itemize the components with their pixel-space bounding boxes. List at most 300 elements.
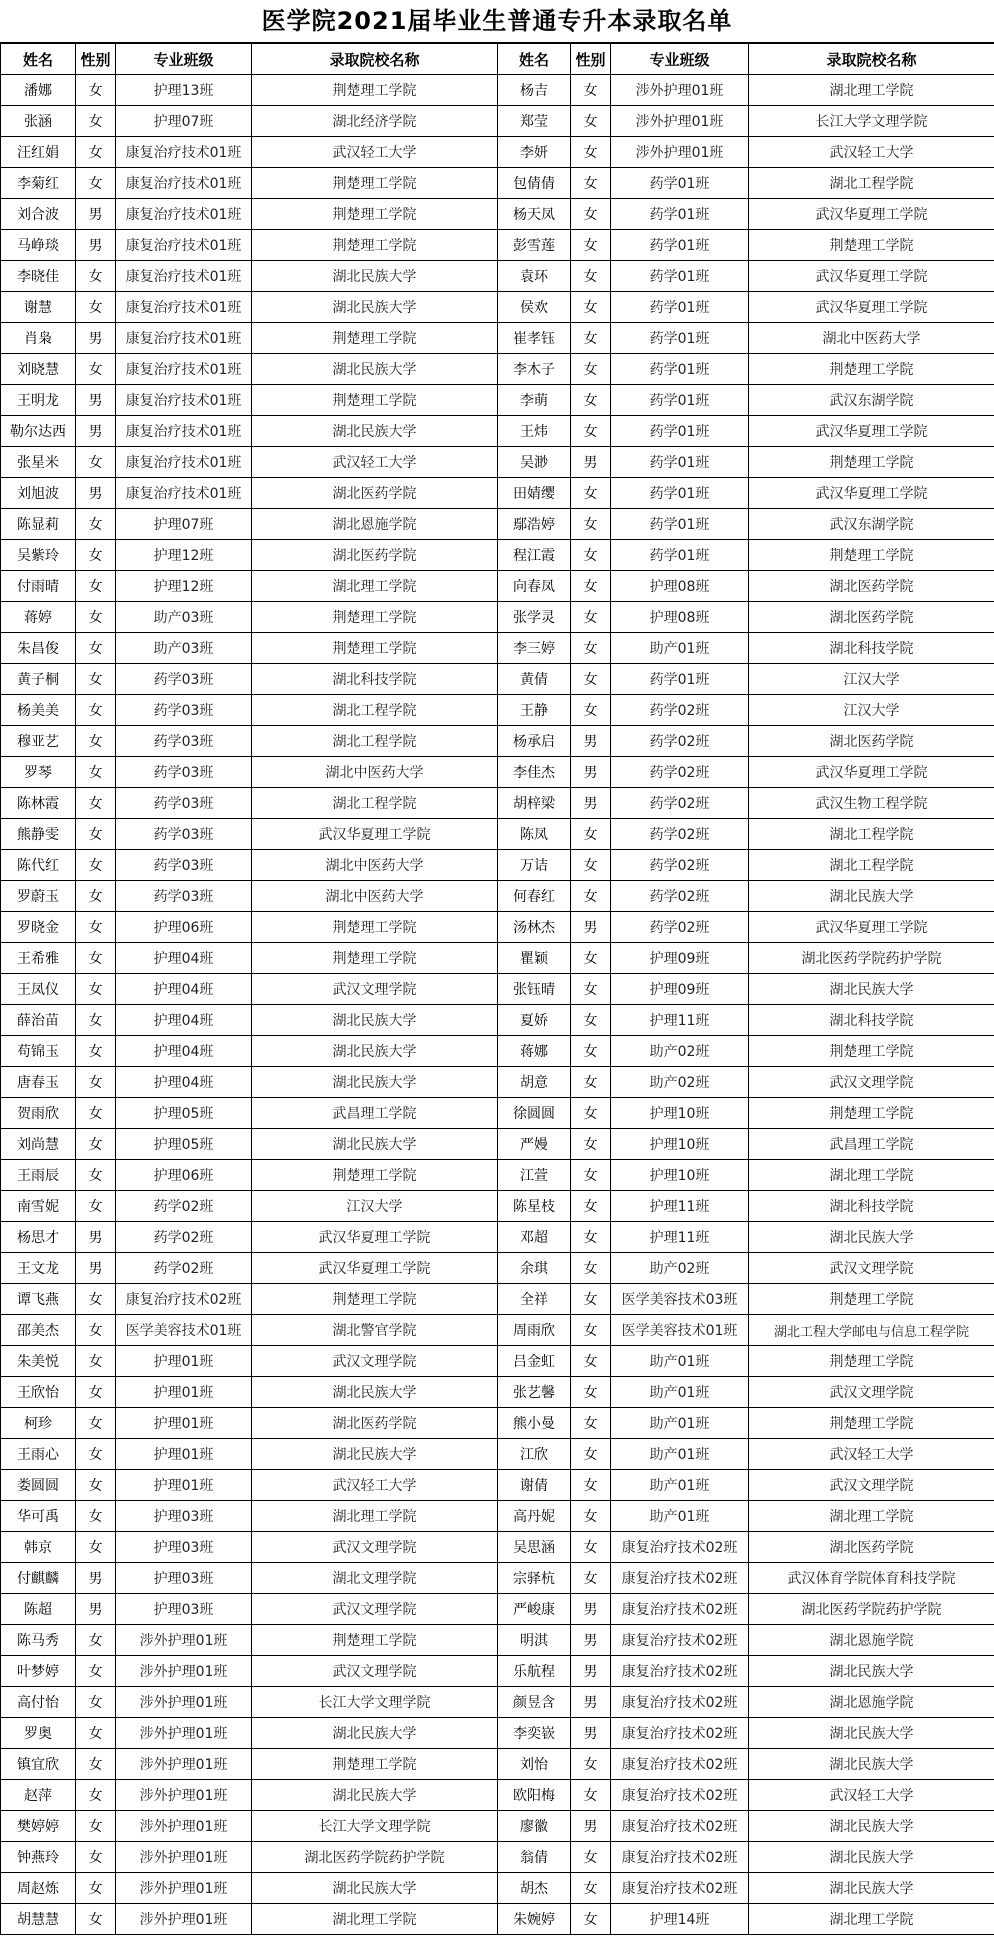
table-row [1, 1129, 994, 1160]
table-row [1, 1780, 994, 1811]
gender-cell: 女 [571, 1470, 611, 1501]
admitted-school-cell: 武汉华夏理工学院 [749, 292, 994, 323]
major-class-cell: 药学02班 [116, 1253, 252, 1284]
admitted-school-cell: 荆楚理工学院 [252, 75, 498, 106]
student-name-cell: 朱美悦 [1, 1346, 76, 1377]
admitted-school-cell: 武汉东湖学院 [749, 385, 994, 416]
gender-cell: 女 [571, 602, 611, 633]
table-row [1, 261, 994, 292]
table-row [1, 1749, 994, 1780]
gender-cell: 女 [571, 509, 611, 540]
table-row [1, 1687, 994, 1718]
major-class-cell: 康复治疗技术02班 [611, 1718, 749, 1749]
admitted-school-cell: 湖北民族大学 [252, 354, 498, 385]
student-name-cell: 李菊红 [1, 168, 76, 199]
student-name-cell: 唐春玉 [1, 1067, 76, 1098]
table-row [1, 633, 994, 664]
student-name-cell: 田婧缨 [498, 478, 571, 509]
admitted-school-cell: 武汉轻工大学 [252, 447, 498, 478]
student-name-cell: 汤林杰 [498, 912, 571, 943]
header-name: 姓名 [498, 44, 571, 75]
major-class-cell: 涉外护理01班 [611, 137, 749, 168]
admitted-school-cell: 荆楚理工学院 [252, 385, 498, 416]
gender-cell: 女 [76, 1656, 116, 1687]
major-class-cell: 护理04班 [116, 1067, 252, 1098]
student-name-cell: 夏娇 [498, 1005, 571, 1036]
table-row [1, 850, 994, 881]
major-class-cell: 康复治疗技术01班 [116, 323, 252, 354]
major-class-cell: 助产03班 [116, 602, 252, 633]
major-class-cell: 护理03班 [116, 1594, 252, 1625]
student-name-cell: 薛治苗 [1, 1005, 76, 1036]
student-name-cell: 杨思才 [1, 1222, 76, 1253]
gender-cell: 男 [76, 323, 116, 354]
major-class-cell: 康复治疗技术02班 [116, 1284, 252, 1315]
table-row [1, 1005, 994, 1036]
admitted-school-cell: 湖北理工学院 [252, 1904, 498, 1935]
gender-cell: 男 [571, 447, 611, 478]
major-class-cell: 药学03班 [116, 695, 252, 726]
gender-cell: 女 [571, 292, 611, 323]
admitted-school-cell: 武汉文理学院 [252, 1594, 498, 1625]
gender-cell: 女 [76, 1191, 116, 1222]
gender-cell: 女 [76, 168, 116, 199]
major-class-cell: 涉外护理01班 [116, 1625, 252, 1656]
gender-cell: 女 [76, 1036, 116, 1067]
admitted-school-cell: 荆楚理工学院 [749, 1036, 994, 1067]
student-name-cell: 陈代红 [1, 850, 76, 881]
table-row [1, 819, 994, 850]
admitted-school-cell: 武汉华夏理工学院 [252, 1253, 498, 1284]
admitted-school-cell: 湖北中医药大学 [252, 850, 498, 881]
student-name-cell: 王凤仪 [1, 974, 76, 1005]
gender-cell: 男 [76, 1594, 116, 1625]
admitted-school-cell: 湖北民族大学 [749, 1656, 994, 1687]
student-name-cell: 包倩倩 [498, 168, 571, 199]
admitted-school-cell: 荆楚理工学院 [252, 943, 498, 974]
major-class-cell: 药学01班 [611, 230, 749, 261]
table-row [1, 695, 994, 726]
major-class-cell: 药学01班 [611, 416, 749, 447]
admitted-school-cell: 湖北经济学院 [252, 106, 498, 137]
admitted-school-cell: 武汉文理学院 [252, 1346, 498, 1377]
gender-cell: 男 [571, 912, 611, 943]
student-name-cell: 周雨欣 [498, 1315, 571, 1346]
student-name-cell: 张钰晴 [498, 974, 571, 1005]
gender-cell: 女 [76, 912, 116, 943]
gender-cell: 女 [76, 1873, 116, 1904]
major-class-cell: 护理08班 [611, 602, 749, 633]
major-class-cell: 康复治疗技术01班 [116, 385, 252, 416]
major-class-cell: 助产03班 [116, 633, 252, 664]
gender-cell: 男 [571, 726, 611, 757]
major-class-cell: 护理08班 [611, 571, 749, 602]
table-row [1, 230, 994, 261]
major-class-cell: 助产02班 [611, 1036, 749, 1067]
major-class-cell: 药学01班 [611, 447, 749, 478]
header-name: 姓名 [1, 44, 76, 75]
admission-table [0, 43, 994, 1935]
table-row [1, 1718, 994, 1749]
admitted-school-cell: 湖北科技学院 [749, 1005, 994, 1036]
gender-cell: 女 [76, 1470, 116, 1501]
major-class-cell: 康复治疗技术01班 [116, 447, 252, 478]
admitted-school-cell: 江汉大学 [749, 664, 994, 695]
major-class-cell: 护理01班 [116, 1408, 252, 1439]
student-name-cell: 王明龙 [1, 385, 76, 416]
student-name-cell: 陈马秀 [1, 1625, 76, 1656]
student-name-cell: 罗蔚玉 [1, 881, 76, 912]
student-name-cell: 叶梦婷 [1, 1656, 76, 1687]
gender-cell: 男 [571, 1594, 611, 1625]
gender-cell: 女 [76, 1749, 116, 1780]
gender-cell: 女 [76, 292, 116, 323]
student-name-cell: 汪红娟 [1, 137, 76, 168]
student-name-cell: 刘尚慧 [1, 1129, 76, 1160]
table-row [1, 1873, 994, 1904]
table-row [1, 1377, 994, 1408]
major-class-cell: 护理01班 [116, 1346, 252, 1377]
major-class-cell: 护理04班 [116, 974, 252, 1005]
gender-cell: 女 [76, 1284, 116, 1315]
student-name-cell: 王文龙 [1, 1253, 76, 1284]
student-name-cell: 李木子 [498, 354, 571, 385]
gender-cell: 女 [76, 354, 116, 385]
student-name-cell: 刘合波 [1, 199, 76, 230]
gender-cell: 女 [571, 1780, 611, 1811]
student-name-cell: 陈显莉 [1, 509, 76, 540]
major-class-cell: 药学01班 [611, 354, 749, 385]
major-class-cell: 护理04班 [116, 1036, 252, 1067]
admitted-school-cell: 武汉华夏理工学院 [252, 819, 498, 850]
major-class-cell: 康复治疗技术01班 [116, 292, 252, 323]
gender-cell: 女 [571, 1129, 611, 1160]
admitted-school-cell: 湖北工程学院 [749, 850, 994, 881]
major-class-cell: 药学01班 [611, 292, 749, 323]
table-row [1, 1439, 994, 1470]
admitted-school-cell: 武汉文理学院 [749, 1470, 994, 1501]
admitted-school-cell: 湖北工程学院 [252, 695, 498, 726]
gender-cell: 女 [571, 416, 611, 447]
major-class-cell: 助产01班 [611, 1377, 749, 1408]
major-class-cell: 涉外护理01班 [116, 1873, 252, 1904]
table-row [1, 75, 994, 106]
table-row [1, 757, 994, 788]
student-name-cell: 潘娜 [1, 75, 76, 106]
student-name-cell: 严峻康 [498, 1594, 571, 1625]
gender-cell: 女 [76, 757, 116, 788]
gender-cell: 女 [76, 788, 116, 819]
table-row [1, 1036, 994, 1067]
admitted-school-cell: 武汉华夏理工学院 [749, 478, 994, 509]
major-class-cell: 涉外护理01班 [116, 1749, 252, 1780]
admitted-school-cell: 湖北民族大学 [749, 1718, 994, 1749]
student-name-cell: 华可禹 [1, 1501, 76, 1532]
admitted-school-cell: 湖北医药学院 [749, 1532, 994, 1563]
major-class-cell: 康复治疗技术01班 [116, 137, 252, 168]
gender-cell: 女 [76, 664, 116, 695]
major-class-cell: 药学01班 [611, 478, 749, 509]
gender-cell: 女 [571, 106, 611, 137]
gender-cell: 女 [76, 1780, 116, 1811]
table-row [1, 1253, 994, 1284]
student-name-cell: 罗晓金 [1, 912, 76, 943]
major-class-cell: 护理01班 [116, 1439, 252, 1470]
gender-cell: 女 [571, 850, 611, 881]
major-class-cell: 护理10班 [611, 1160, 749, 1191]
major-class-cell: 药学01班 [611, 168, 749, 199]
admitted-school-cell: 湖北医药学院药护学院 [749, 1594, 994, 1625]
student-name-cell: 镇宜欣 [1, 1749, 76, 1780]
gender-cell: 女 [76, 881, 116, 912]
major-class-cell: 护理07班 [116, 509, 252, 540]
student-name-cell: 侯欢 [498, 292, 571, 323]
admitted-school-cell: 武汉华夏理工学院 [749, 416, 994, 447]
admitted-school-cell: 湖北理工学院 [749, 75, 994, 106]
student-name-cell: 李萌 [498, 385, 571, 416]
admitted-school-cell: 湖北科技学院 [749, 633, 994, 664]
major-class-cell: 护理01班 [116, 1470, 252, 1501]
admitted-school-cell: 湖北中医药大学 [252, 881, 498, 912]
student-name-cell: 周赵炼 [1, 1873, 76, 1904]
admitted-school-cell: 武昌理工学院 [749, 1129, 994, 1160]
gender-cell: 男 [571, 757, 611, 788]
gender-cell: 女 [571, 354, 611, 385]
major-class-cell: 康复治疗技术01班 [116, 199, 252, 230]
gender-cell: 男 [76, 1222, 116, 1253]
gender-cell: 女 [571, 1160, 611, 1191]
major-class-cell: 药学02班 [611, 695, 749, 726]
student-name-cell: 勒尔达西 [1, 416, 76, 447]
admitted-school-cell: 湖北中医药大学 [252, 757, 498, 788]
gender-cell: 女 [571, 199, 611, 230]
gender-cell: 男 [76, 230, 116, 261]
admitted-school-cell: 武汉华夏理工学院 [252, 1222, 498, 1253]
student-name-cell: 吴紫玲 [1, 540, 76, 571]
table-row [1, 1191, 994, 1222]
gender-cell: 女 [571, 1749, 611, 1780]
admitted-school-cell: 荆楚理工学院 [749, 447, 994, 478]
admitted-school-cell: 湖北恩施学院 [749, 1687, 994, 1718]
student-name-cell: 万诘 [498, 850, 571, 881]
admitted-school-cell: 湖北医药学院药护学院 [252, 1842, 498, 1873]
major-class-cell: 康复治疗技术01班 [116, 168, 252, 199]
student-name-cell: 蒋娜 [498, 1036, 571, 1067]
admitted-school-cell: 湖北中医药大学 [749, 323, 994, 354]
major-class-cell: 康复治疗技术01班 [116, 416, 252, 447]
major-class-cell: 医学美容技术01班 [611, 1315, 749, 1346]
major-class-cell: 康复治疗技术02班 [611, 1687, 749, 1718]
table-row [1, 881, 994, 912]
major-class-cell: 涉外护理01班 [116, 1687, 252, 1718]
gender-cell: 女 [571, 1253, 611, 1284]
gender-cell: 女 [76, 1067, 116, 1098]
admitted-school-cell: 湖北民族大学 [749, 1749, 994, 1780]
student-name-cell: 李佳杰 [498, 757, 571, 788]
admitted-school-cell: 湖北恩施学院 [749, 1625, 994, 1656]
major-class-cell: 护理11班 [611, 1222, 749, 1253]
admitted-school-cell: 武汉东湖学院 [749, 509, 994, 540]
admitted-school-cell: 湖北理工学院 [749, 1160, 994, 1191]
student-name-cell: 马峥琰 [1, 230, 76, 261]
admitted-school-cell: 湖北民族大学 [252, 1439, 498, 1470]
student-name-cell: 韩京 [1, 1532, 76, 1563]
gender-cell: 女 [76, 75, 116, 106]
admitted-school-cell: 武汉文理学院 [749, 1253, 994, 1284]
major-class-cell: 康复治疗技术01班 [116, 478, 252, 509]
admitted-school-cell: 荆楚理工学院 [252, 323, 498, 354]
gender-cell: 女 [76, 633, 116, 664]
gender-cell: 女 [76, 1687, 116, 1718]
major-class-cell: 康复治疗技术01班 [116, 261, 252, 292]
major-class-cell: 医学美容技术03班 [611, 1284, 749, 1315]
student-name-cell: 张星米 [1, 447, 76, 478]
admitted-school-cell: 湖北民族大学 [252, 1780, 498, 1811]
gender-cell: 女 [571, 75, 611, 106]
admitted-school-cell: 湖北民族大学 [252, 1005, 498, 1036]
student-name-cell: 陈林霞 [1, 788, 76, 819]
student-name-cell: 胡意 [498, 1067, 571, 1098]
student-name-cell: 邓超 [498, 1222, 571, 1253]
major-class-cell: 护理03班 [116, 1563, 252, 1594]
gender-cell: 女 [571, 323, 611, 354]
table-row [1, 1470, 994, 1501]
major-class-cell: 护理11班 [611, 1005, 749, 1036]
student-name-cell: 蒋婷 [1, 602, 76, 633]
admitted-school-cell: 武汉华夏理工学院 [749, 261, 994, 292]
gender-cell: 女 [571, 540, 611, 571]
gender-cell: 女 [76, 1904, 116, 1935]
admitted-school-cell: 湖北医药学院 [252, 540, 498, 571]
admitted-school-cell: 湖北民族大学 [252, 292, 498, 323]
student-name-cell: 肖枭 [1, 323, 76, 354]
major-class-cell: 药学01班 [611, 664, 749, 695]
student-name-cell: 翁倩 [498, 1842, 571, 1873]
major-class-cell: 护理01班 [116, 1377, 252, 1408]
admitted-school-cell: 武汉轻工大学 [749, 1439, 994, 1470]
table-row [1, 478, 994, 509]
admitted-school-cell: 湖北民族大学 [252, 1377, 498, 1408]
table-row [1, 1563, 994, 1594]
admitted-school-cell: 湖北文理学院 [252, 1563, 498, 1594]
student-name-cell: 余琪 [498, 1253, 571, 1284]
gender-cell: 女 [571, 1005, 611, 1036]
major-class-cell: 涉外护理01班 [116, 1656, 252, 1687]
gender-cell: 女 [571, 695, 611, 726]
admitted-school-cell: 湖北医药学院 [749, 602, 994, 633]
gender-cell: 女 [571, 1036, 611, 1067]
admitted-school-cell: 武昌理工学院 [252, 1098, 498, 1129]
gender-cell: 男 [76, 478, 116, 509]
student-name-cell: 李三婷 [498, 633, 571, 664]
gender-cell: 女 [76, 943, 116, 974]
table-row [1, 292, 994, 323]
student-name-cell: 王欣怡 [1, 1377, 76, 1408]
student-name-cell: 徐圆圆 [498, 1098, 571, 1129]
table-row [1, 1811, 994, 1842]
major-class-cell: 助产01班 [611, 1470, 749, 1501]
admitted-school-cell: 湖北民族大学 [749, 1873, 994, 1904]
admitted-school-cell: 荆楚理工学院 [252, 633, 498, 664]
student-name-cell: 钟燕玲 [1, 1842, 76, 1873]
major-class-cell: 护理03班 [116, 1532, 252, 1563]
header-admitted-school: 录取院校名称 [252, 44, 498, 75]
student-name-cell: 王静 [498, 695, 571, 726]
gender-cell: 女 [571, 881, 611, 912]
admitted-school-cell: 湖北科技学院 [252, 664, 498, 695]
header-admitted-school: 录取院校名称 [749, 44, 994, 75]
student-name-cell: 柯珍 [1, 1408, 76, 1439]
gender-cell: 女 [76, 1315, 116, 1346]
student-name-cell: 全祥 [498, 1284, 571, 1315]
table-row [1, 1594, 994, 1625]
student-name-cell: 吕金虹 [498, 1346, 571, 1377]
gender-cell: 男 [76, 1253, 116, 1284]
admitted-school-cell: 湖北医药学院 [252, 1408, 498, 1439]
admitted-school-cell: 长江大学文理学院 [252, 1811, 498, 1842]
major-class-cell: 康复治疗技术02班 [611, 1749, 749, 1780]
major-class-cell: 药学03班 [116, 819, 252, 850]
major-class-cell: 涉外护理01班 [611, 106, 749, 137]
student-name-cell: 杨美美 [1, 695, 76, 726]
admitted-school-cell: 武汉生物工程学院 [749, 788, 994, 819]
admitted-school-cell: 荆楚理工学院 [749, 1408, 994, 1439]
gender-cell: 女 [76, 1532, 116, 1563]
gender-cell: 女 [76, 447, 116, 478]
major-class-cell: 药学02班 [611, 881, 749, 912]
student-name-cell: 江欣 [498, 1439, 571, 1470]
admitted-school-cell: 武汉文理学院 [749, 1377, 994, 1408]
gender-cell: 女 [571, 819, 611, 850]
table-row [1, 385, 994, 416]
major-class-cell: 涉外护理01班 [116, 1842, 252, 1873]
student-name-cell: 廖徽 [498, 1811, 571, 1842]
student-name-cell: 穆亚艺 [1, 726, 76, 757]
table-row [1, 168, 994, 199]
admitted-school-cell: 湖北理工学院 [252, 1501, 498, 1532]
table-row [1, 509, 994, 540]
header-major-class: 专业班级 [611, 44, 749, 75]
admitted-school-cell: 武汉文理学院 [749, 1067, 994, 1098]
table-row [1, 726, 994, 757]
gender-cell: 女 [571, 1904, 611, 1935]
gender-cell: 女 [571, 1067, 611, 1098]
table-row [1, 1408, 994, 1439]
gender-cell: 女 [571, 1563, 611, 1594]
admitted-school-cell: 荆楚理工学院 [749, 1346, 994, 1377]
gender-cell: 女 [76, 1439, 116, 1470]
major-class-cell: 药学01班 [611, 540, 749, 571]
gender-cell: 女 [76, 819, 116, 850]
student-name-cell: 刘晓慧 [1, 354, 76, 385]
gender-cell: 男 [571, 1656, 611, 1687]
table-row [1, 1501, 994, 1532]
table-row [1, 974, 994, 1005]
gender-cell: 女 [571, 1377, 611, 1408]
gender-cell: 女 [76, 695, 116, 726]
admitted-school-cell: 长江大学文理学院 [749, 106, 994, 137]
major-class-cell: 助产01班 [611, 1501, 749, 1532]
admitted-school-cell: 湖北民族大学 [252, 1873, 498, 1904]
major-class-cell: 康复治疗技术02班 [611, 1625, 749, 1656]
gender-cell: 女 [571, 385, 611, 416]
admitted-school-cell: 武汉文理学院 [252, 1532, 498, 1563]
admitted-school-cell: 湖北医药学院药护学院 [749, 943, 994, 974]
gender-cell: 女 [76, 540, 116, 571]
student-name-cell: 杨承启 [498, 726, 571, 757]
student-name-cell: 王雨心 [1, 1439, 76, 1470]
gender-cell: 女 [76, 1842, 116, 1873]
